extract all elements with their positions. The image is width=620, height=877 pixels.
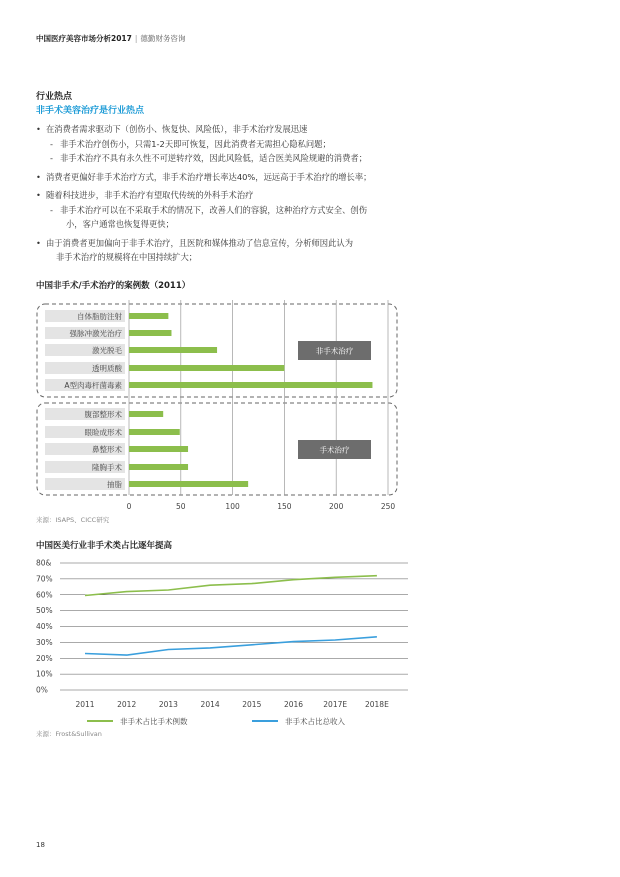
category-label: 眼睑成形术 — [84, 428, 122, 437]
report-title: 中国医疗美容市场分析2017 — [36, 34, 132, 43]
sub-bullet — [46, 137, 596, 152]
bullet-text: 在消费者需求驱动下（创伤小、恢复快、风险低），非手术治疗发展迅速 — [46, 124, 308, 134]
sub-bullet-line: 非手术治疗创伤小，只需1-2天即可恢复，因此消费者无需担心隐私问题； — [60, 138, 331, 149]
bullet-list — [36, 122, 596, 269]
page-number: 18 — [36, 841, 45, 849]
y-tick-label: 50% — [36, 606, 53, 616]
y-tick-label: 60% — [36, 590, 53, 600]
bullet-item — [36, 170, 596, 185]
dash-icon: - — [50, 204, 53, 215]
header-org: 德勤财务咨询 — [140, 34, 186, 43]
x-tick-label: 2016 — [283, 700, 304, 709]
page-header — [36, 33, 185, 44]
bullet-item — [36, 122, 596, 166]
bullet-dot-icon: • — [36, 190, 41, 200]
x-tick-label: 2011 — [75, 700, 95, 709]
bullet-item — [36, 236, 596, 265]
y-tick-label: 40% — [36, 622, 53, 631]
category-label: 隆胸手术 — [92, 463, 122, 472]
category-label: 腹部整形术 — [84, 410, 122, 419]
bar-chart-source: 来源：ISAPS、CICC研究 — [36, 516, 110, 524]
bar-chart-title: 中国非手术/手术治疗的案例数（2011） — [36, 281, 191, 291]
x-tick-label: 0 — [126, 502, 132, 511]
bar — [129, 411, 163, 417]
x-tick-label: 2015 — [242, 700, 262, 709]
dash-icon: - — [50, 138, 53, 149]
y-tick-label: 70% — [36, 574, 53, 584]
bar — [129, 481, 248, 487]
x-tick-label: 250 — [380, 502, 396, 511]
x-tick-label: 2012 — [117, 700, 137, 709]
bar — [129, 464, 188, 470]
line-chart-title: 中国医美行业非手术类占比逐年提高 — [36, 541, 173, 551]
y-tick-label: 0% — [36, 685, 48, 695]
sub-bullet-line: 小，客户通常也恢复得更快； — [66, 219, 174, 229]
legend-label: 非手术占比总收入 — [285, 717, 345, 726]
bullet-dot-icon: • — [36, 171, 41, 182]
series-line — [85, 637, 377, 655]
sub-bullet-line: 非手术治疗不具有永久性不可逆转疗效，因此风险低，适合医美风险规避的消费者； — [60, 153, 367, 163]
bullet-text: 消费者更偏好非手术治疗方式，非手术治疗增长率达40%，远远高于手术治疗的增长率； — [46, 171, 372, 182]
x-tick-label: 200 — [329, 502, 344, 511]
bar-chart — [30, 296, 410, 518]
section-title: 行业热点 — [36, 92, 73, 102]
bullet-dot-icon: • — [36, 124, 41, 134]
bar — [129, 429, 180, 435]
x-tick-label: 2013 — [158, 700, 178, 709]
bullet-item — [36, 188, 596, 232]
x-tick-label: 2018E — [364, 700, 389, 709]
bar — [129, 365, 284, 371]
line-chart — [30, 555, 420, 733]
y-tick-label: 80& — [36, 558, 52, 568]
category-label: 鼻整形术 — [92, 445, 122, 454]
y-tick-label: 30% — [36, 637, 53, 647]
bar — [129, 446, 188, 452]
x-tick-label: 100 — [225, 502, 240, 511]
y-tick-label: 10% — [36, 669, 53, 679]
category-label: 自体脂肪注射 — [77, 312, 122, 321]
group-label: 非手术治疗 — [315, 346, 354, 356]
bullet-dot-icon: • — [36, 237, 41, 248]
line-chart-source: 来源：Frost&Sullivan — [36, 730, 102, 738]
sub-bullet-line: 非手术治疗可以在不采取手术的情况下，改善人们的容貌，这种治疗方式安全、创伤 — [60, 204, 367, 215]
sub-bullet — [46, 203, 596, 232]
category-label: 透明质酸 — [92, 364, 122, 373]
bar — [129, 313, 168, 319]
x-tick-label: 50 — [176, 502, 186, 511]
group-label: 手术治疗 — [319, 445, 350, 455]
bullet-continuation: 非手术治疗的规模将在中国持续扩大； — [56, 252, 198, 262]
x-tick-label: 2014 — [200, 700, 220, 709]
header-separator: | — [134, 34, 138, 43]
bar — [129, 347, 217, 353]
section-subtitle: 非手术美容治疗是行业热点 — [36, 106, 145, 116]
bar — [129, 330, 171, 336]
bullet-text: 随着科技进步，非手术治疗有望取代传统的外科手术治疗 — [46, 190, 254, 200]
category-label: A型肉毒杆菌毒素 — [64, 381, 122, 390]
x-tick-label: 150 — [277, 502, 292, 511]
category-label: 强脉冲激光治疗 — [69, 329, 122, 338]
x-tick-label: 2017E — [323, 700, 348, 709]
dash-icon: - — [50, 153, 53, 163]
sub-bullet — [46, 151, 596, 166]
y-tick-label: 20% — [36, 653, 53, 663]
bullet-text: 由于消费者更加偏向于非手术治疗，且医院和媒体推动了信息宣传，分析师因此认为 — [46, 237, 353, 248]
category-label: 抽脂 — [107, 480, 122, 489]
bar — [129, 382, 372, 388]
category-label: 激光脱毛 — [92, 346, 122, 355]
legend-label: 非手术占比手术例数 — [120, 717, 188, 726]
